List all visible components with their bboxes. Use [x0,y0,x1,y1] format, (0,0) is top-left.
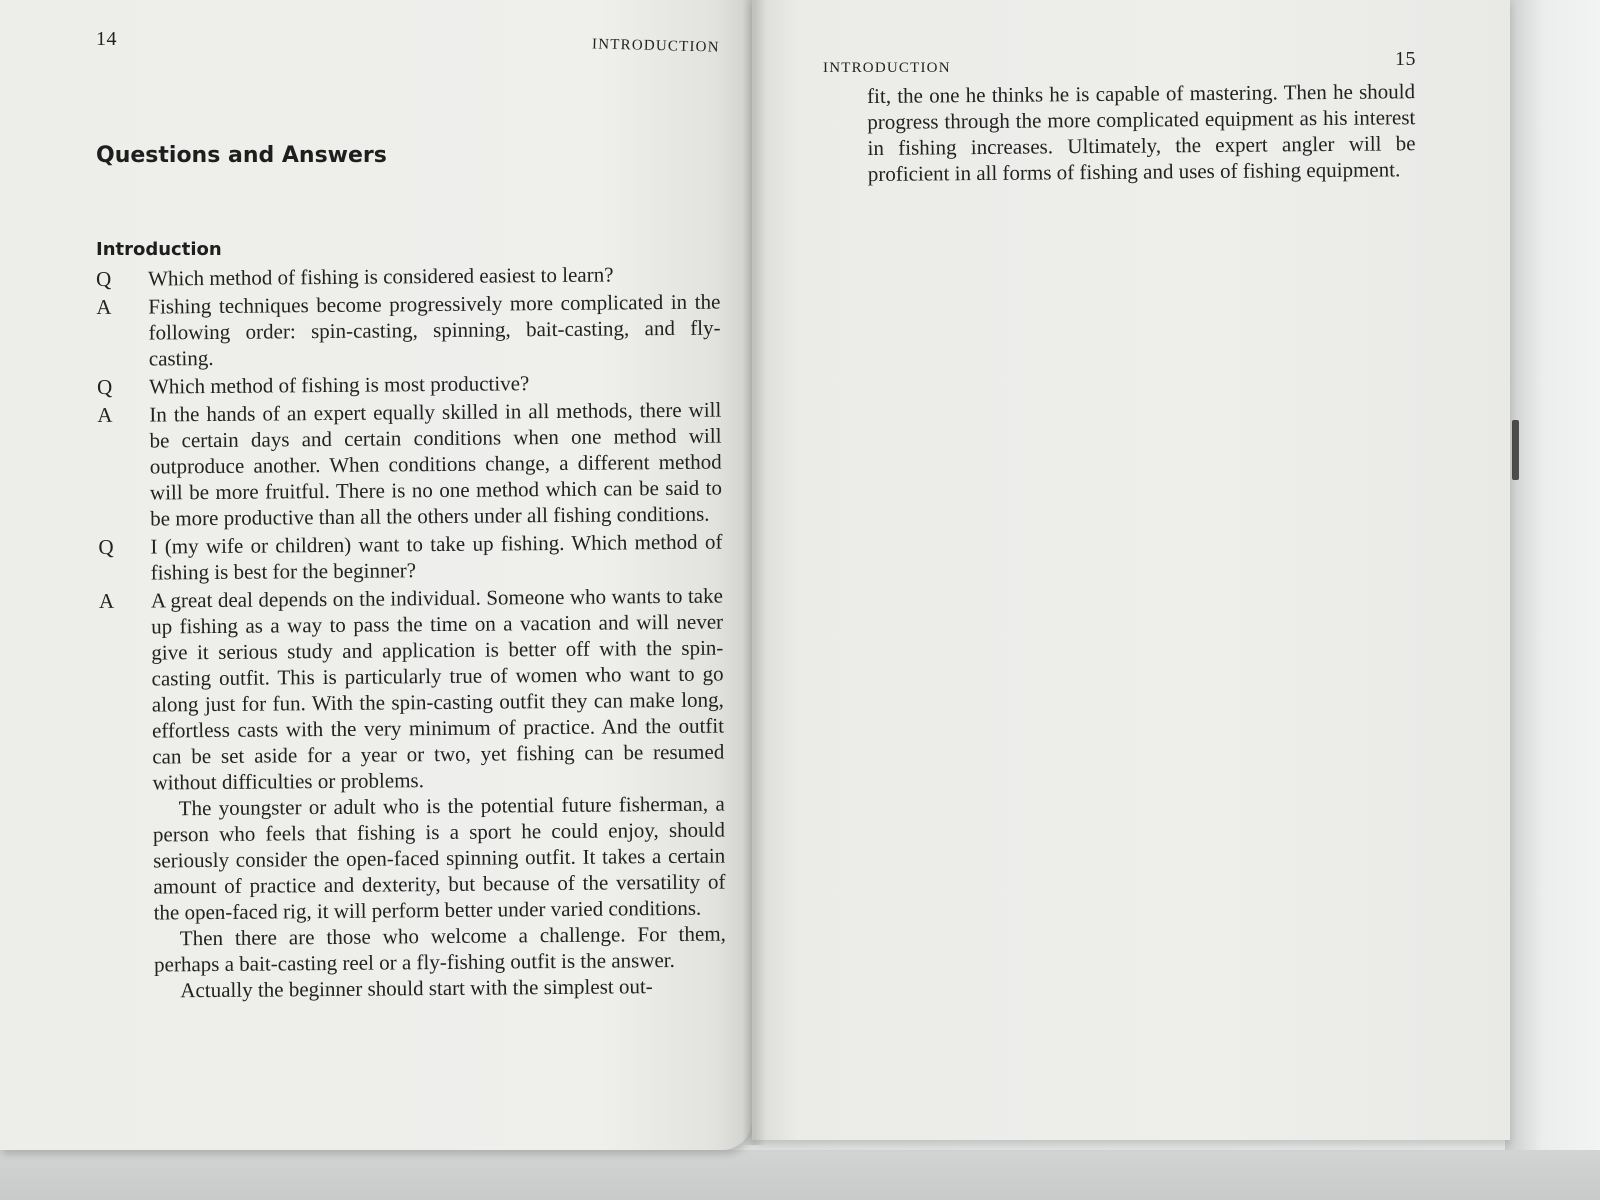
question-text [150,529,722,586]
cover-edge [1505,0,1600,1200]
qa-list [96,261,726,1004]
paragraph: Actually the beginner should start with the simplest out- [180,974,653,1003]
paragraph: Which method of fishing is considered easiest to learn? [148,262,614,291]
question-marker: Q [96,374,113,399]
book-gutter [742,0,766,1145]
running-head-right: INTRODUCTION [823,60,951,76]
cover-edge-mark [1512,420,1519,480]
section-heading: Introduction [96,239,222,260]
table-surface [0,1150,1600,1200]
qa-item [99,583,727,1004]
left-page [0,0,752,1150]
answer-text [149,397,722,532]
right-page-text [867,78,1416,187]
running-head-left: INTRODUCTION [591,36,720,56]
answer-marker: A [97,402,113,427]
page-number-left: 14 [96,28,117,50]
qa-item [97,369,721,400]
paragraph: Then there are those who welcome a challenge. For them, perhaps a bait-casting reel or a fly-fishing outfit is the answer. [153,921,726,977]
page-heading: Questions and Answers [96,143,387,168]
question-marker: Q [96,266,112,291]
paragraph: A great deal depends on the individual. Someone who wants to take up fishing as a way to pass the time on a vacation and will never give it serious study and application is better off with the spin-casting outfit. This is particularly true of women who want to go along just for fun. With the spin-casting outfit they can make long, effortless casts with the very minimum of practice. And the outfit can be set aside for a year or two, yet fishing can be resumed without difficulties or problems. [150,583,725,795]
qa-item [98,529,722,586]
paragraph: I (my wife or children) want to take up fishing. Which method of fishing is best for the beginner? [150,529,723,585]
paragraph: Which method of fishing is most productive? [148,371,530,399]
question-text [148,261,720,292]
qa-item [96,289,721,372]
paragraph: The youngster or adult who is the potential future fisherman, a person who feels that fishing is a sport he could enjoy, should seriously consider the open-faced spinning outfit. It takes a certain amount of practice and dexterity, but because of the versatility of the open-faced rig, it will perform better under varied conditions. [152,791,726,925]
answer-text [148,289,721,372]
answer-marker: A [98,588,115,613]
paragraph: Fishing techniques become progressively more complicated in the following order: spin-casting, spinning, bait-casting, and fly-casting. [148,289,721,371]
question-text [149,369,721,400]
continued-paragraph: fit, the one he thinks he is capable of mastering. Then he should progress through the more complicated equipment as his interest in fishing increases. Ultimately, the expert angler will be proficient in all forms of fishing and uses of fishing equipment. [867,79,1416,186]
page-number-right: 15 [1395,48,1416,70]
qa-item [97,397,722,532]
paragraph: In the hands of an expert equally skilled in all methods, there will be certain days and certain conditions when one method will outproduce another. When conditions change, a different method will be more fruitful. There is no one method which can be said to be more productive than all the others under all fishing conditions. [149,397,723,531]
qa-item [96,261,720,292]
question-marker: Q [98,534,114,559]
answer-text [151,583,727,1004]
answer-marker: A [96,294,112,319]
